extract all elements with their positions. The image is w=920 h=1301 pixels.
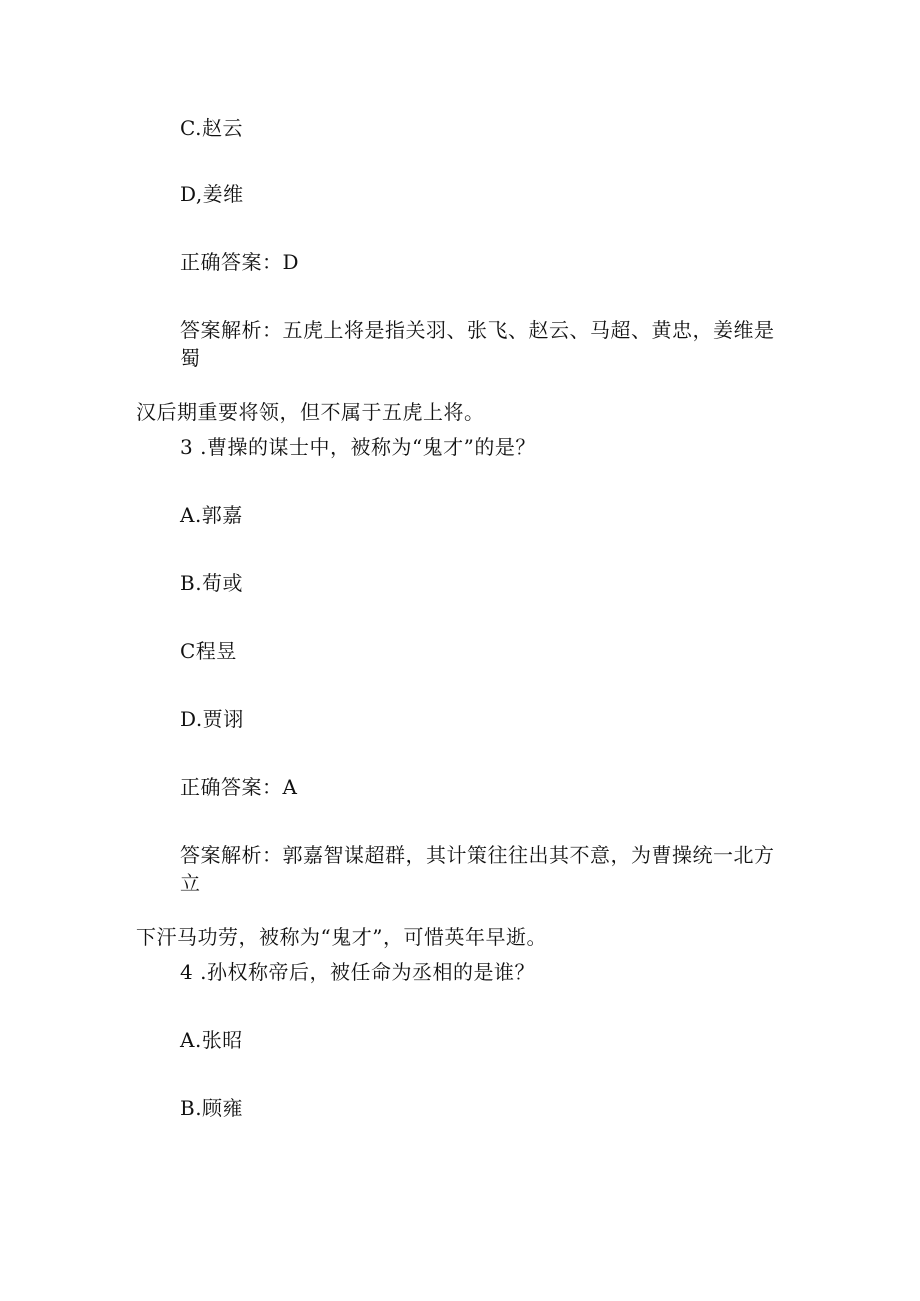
q3-option-d: D.贾诩 [180,707,244,731]
q3-option-c: C程昱 [180,639,237,663]
q2-explanation-line1: 答案解析：五虎上将是指关羽、张飞、赵云、马超、黄忠，姜维是蜀 [180,318,775,370]
q2-option-d: D,姜维 [180,182,244,206]
q4-question: 4 .孙权称帝后，被任命为丞相的是谁？ [180,960,535,984]
q3-option-a: A.郭嘉 [180,503,243,527]
q2-explanation [136,316,790,426]
q3-question: 3 .曹操的谋士中，被称为“鬼才”的是？ [180,435,536,459]
q3-option-b: B.荀或 [180,571,244,595]
q3-explanation-line2: 下汗马功劳，被称为“鬼才”，可惜英年早逝。 [136,925,547,949]
q2-option-c: C.赵云 [180,116,243,140]
q3-explanation [136,841,790,951]
q4-option-a: A.张昭 [180,1028,243,1052]
q3-explanation-line1: 答案解析：郭嘉智谋超群，其计策往往出其不意，为曹操统一北方立 [180,843,775,895]
q2-answer: 正确答案：D [180,250,300,274]
q3-answer: 正确答案：A [180,775,298,799]
q4-option-b: B.顾雍 [180,1096,244,1120]
q2-explanation-line2: 汉后期重要将领，但不属于五虎上将。 [136,400,485,424]
